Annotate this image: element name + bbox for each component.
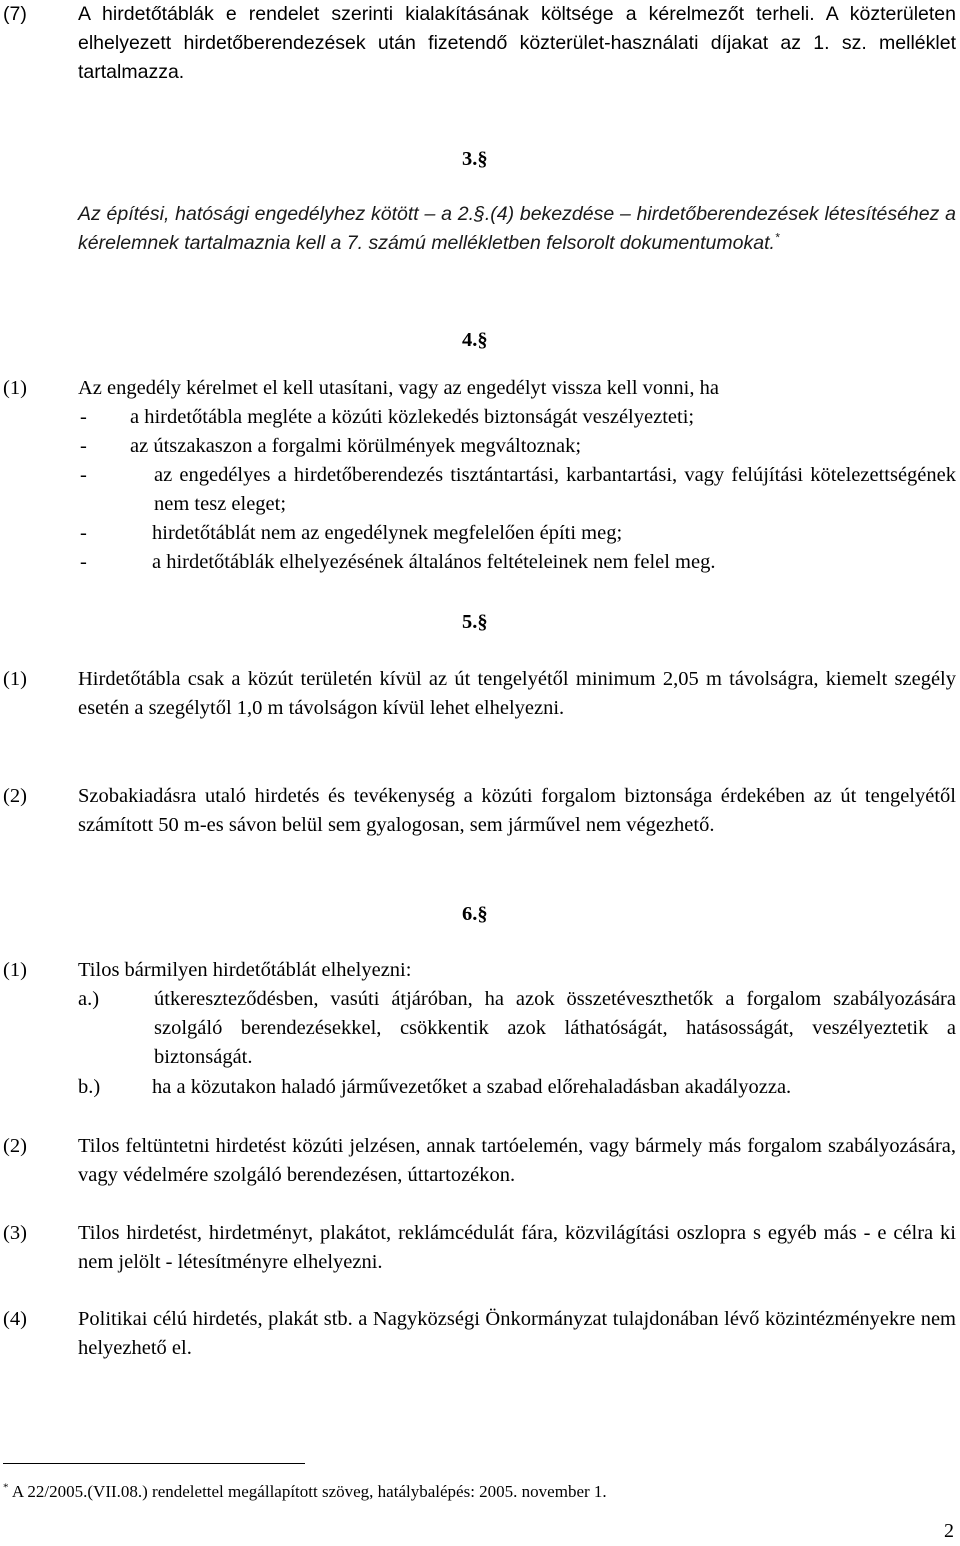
- paragraph-number: (2): [3, 1135, 27, 1157]
- section-6-heading: 6.§: [462, 903, 488, 925]
- list-dash: -: [80, 551, 87, 573]
- list-item: a hirdetőtábla megléte a közúti közlekedés biztonságát veszélyezteti;: [130, 406, 695, 428]
- list-dash: -: [80, 435, 87, 457]
- footnote-text: A 22/2005.(VII.08.) rendelettel megállapított szöveg, hatálybalépés: 2005. november 1.: [11, 1482, 607, 1501]
- list-dash: -: [80, 406, 87, 428]
- list-item: ha a közutakon haladó járművezetőket a szabad előrehaladásban akadályozza.: [152, 1076, 792, 1098]
- list-item: az engedélyes a hirdetőberendezés tisztántartási, karbantartási, vagy felújítási kötelezettségének nem tesz eleget;: [154, 464, 956, 515]
- list-item: hirdetőtáblát nem az engedélynek megfelelően építi meg;: [152, 522, 623, 544]
- section-6-intro: Tilos bármilyen hirdetőtáblát elhelyezni:: [78, 959, 412, 981]
- section-6-paragraph-4: Politikai célú hirdetés, plakát stb. a Nagyközségi Önkormányzat tulajdonában lévő közintézményekre nem helyezhető el.: [78, 1308, 956, 1359]
- paragraph-number: (1): [3, 668, 27, 690]
- section-5-paragraph-2: Szobakiadásra utaló hirdetés és tevékenység a közúti forgalom biztonsága érdekében az út tengelyétől számított 50 m-es sávon belül sem gyalogosan, sem járművel nem végezhető.: [78, 785, 956, 836]
- section-5-paragraph-1: Hirdetőtábla csak a közút területén kívül az út tengelyétől minimum 2,05 m távolságra, kiemelt szegély esetén a szegélytől 1,0 m távolságon kívül lehet elhelyezni.: [78, 668, 956, 719]
- list-label: a.): [78, 988, 100, 1010]
- paragraph-number: (7): [3, 3, 27, 25]
- list-dash: -: [80, 464, 87, 486]
- paragraph-number: (1): [3, 377, 27, 399]
- list-item: a hirdetőtáblák elhelyezésének általános feltételeinek nem felel meg.: [152, 551, 716, 573]
- paragraph-number: (2): [3, 785, 27, 807]
- list-item: az útszakaszon a forgalmi körülmények megváltoznak;: [130, 435, 582, 457]
- section-4-heading: 4.§: [462, 329, 488, 351]
- paragraph-number: (1): [3, 959, 27, 981]
- footnote-marker: *: [774, 230, 780, 245]
- section-6-paragraph-3: Tilos hirdetést, hirdetményt, plakátot, reklámcédulát fára, közvilágítási oszlopra s egyéb más - e célra ki nem jelölt - létesítményre elhelyezni.: [78, 1222, 956, 1273]
- list-item: útkereszteződésben, vasúti átjáróban, ha azok összetéveszthetők a forgalom szabályozására szolgáló berendezésekkel, csökkentik azok láthatóságát, hatásosságát, veszélyeztetik a biztonságát.: [154, 988, 956, 1068]
- page-number: 2: [944, 1520, 954, 1542]
- list-label: b.): [78, 1076, 101, 1098]
- section-5-heading: 5.§: [462, 611, 488, 633]
- paragraph-7-text: A hirdetőtáblák e rendelet szerinti kialakításának költsége a kérelmezőt terheli. A közterületen elhelyezett hirdetőberendezések után fizetendő közterület-használati díjakat az 1. sz. melléklet tartalmazza.: [78, 3, 956, 83]
- footnote-divider: [3, 1463, 305, 1464]
- section-4-intro: Az engedély kérelmet el kell utasítani, vagy az engedélyt vissza kell vonni, ha: [78, 377, 719, 399]
- section-3-heading: 3.§: [462, 148, 488, 170]
- paragraph-number: (3): [3, 1222, 27, 1244]
- paragraph-number: (4): [3, 1308, 27, 1330]
- footnote-marker: *: [3, 1481, 9, 1494]
- list-dash: -: [80, 522, 87, 544]
- footnote: [3, 1477, 607, 1506]
- section-6-paragraph-2: Tilos feltüntetni hirdetést közúti jelzésen, annak tartóelemén, vagy bármely más forgalom szabályozására, vagy védelmére szolgáló berendezésen, úttartozékon.: [78, 1135, 956, 1186]
- section-3-text: Az építési, hatósági engedélyhez kötött – a 2.§.(4) bekezdése – hirdetőberendezések létesítéséhez a kérelemnek tartalmaznia kell a 7. számú mellékletben felsorolt dokumentumokat.*: [78, 203, 956, 254]
